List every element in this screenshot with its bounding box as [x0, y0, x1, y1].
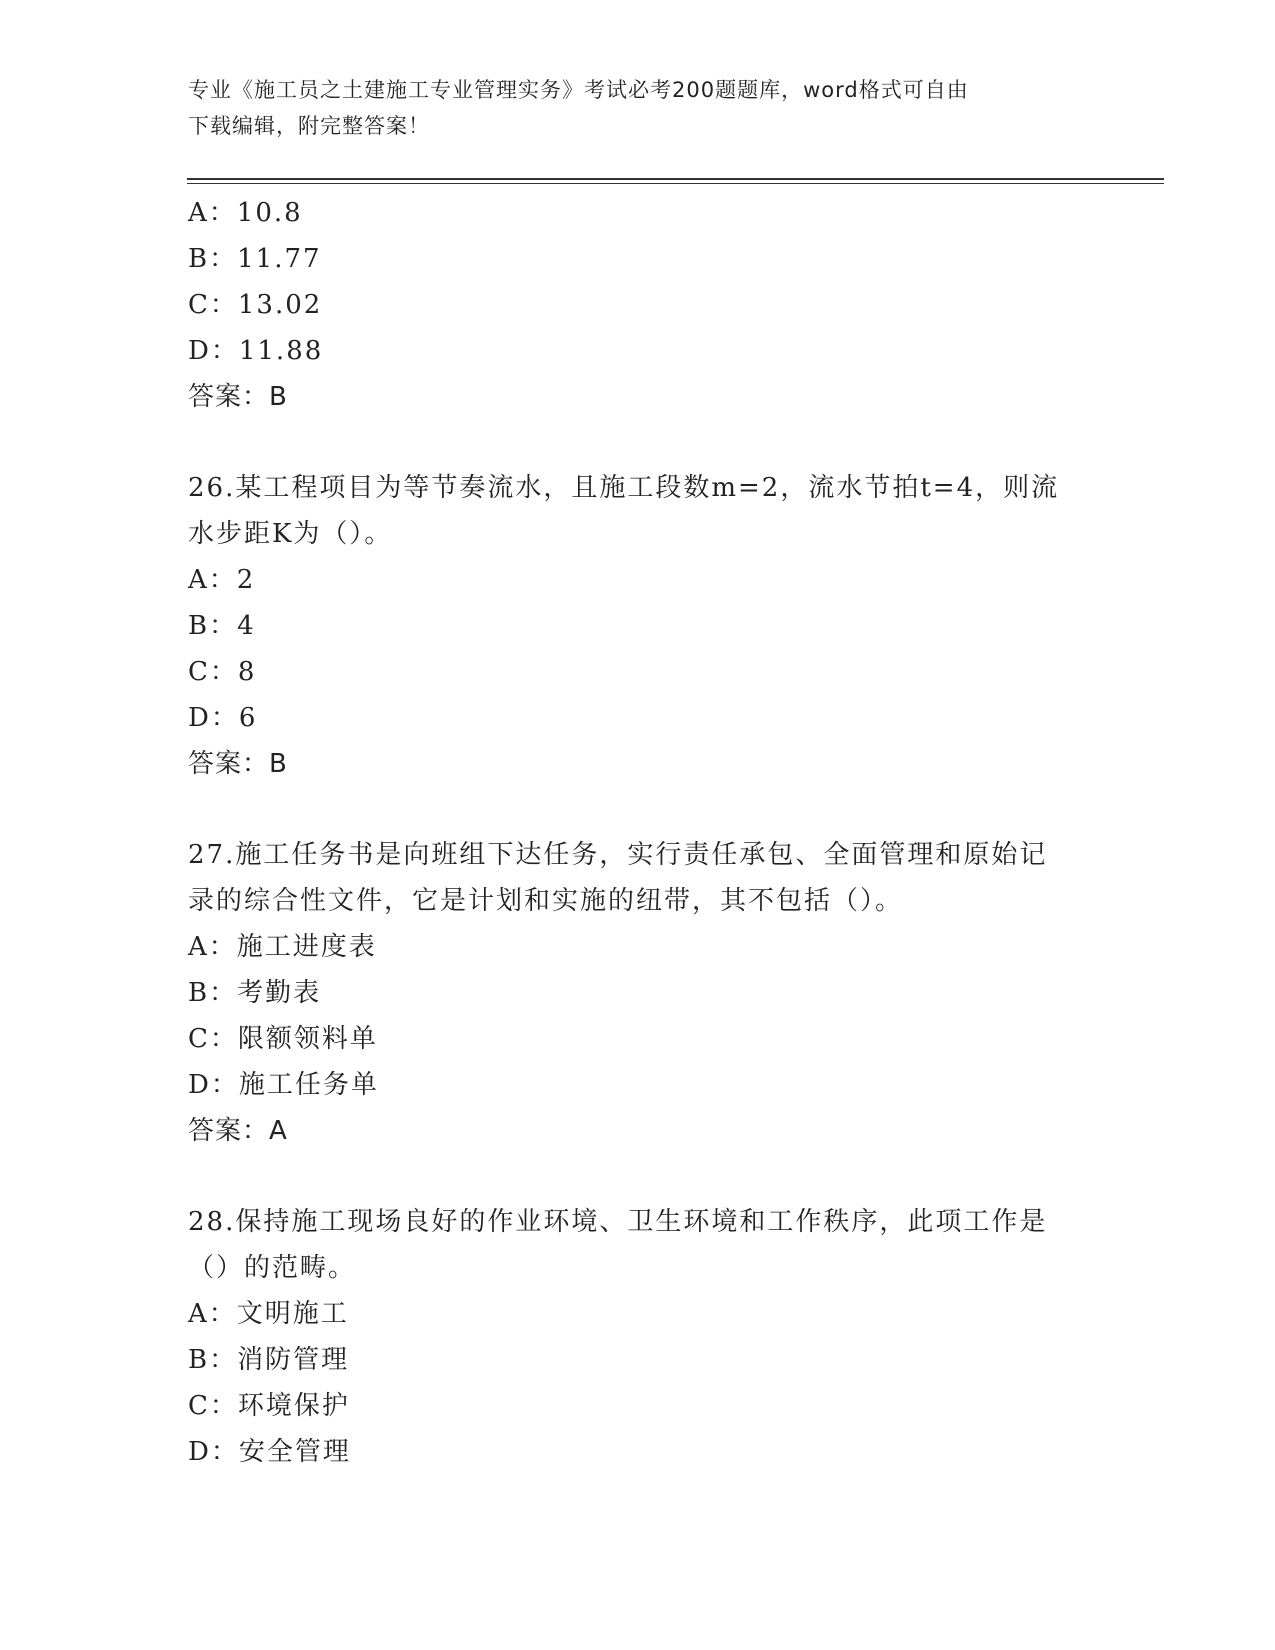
question-26 [188, 465, 1108, 787]
option-a: A：文明施工 [188, 1299, 349, 1329]
option-d: D：11.88 [188, 336, 324, 366]
option-a: A：10.8 [188, 198, 303, 228]
option-a: A：施工进度表 [188, 932, 377, 962]
option-b: B：4 [188, 611, 256, 641]
answer: 答案：A [188, 1116, 288, 1146]
option-d: D：施工任务单 [188, 1070, 379, 1100]
question-list [188, 190, 1108, 1475]
option-b: B：考勤表 [188, 978, 322, 1008]
answer: 答案：B [188, 749, 288, 779]
header-title-line-2: 下载编辑，附完整答案！ [188, 114, 430, 138]
option-c: C：环境保护 [188, 1391, 350, 1421]
question-stem-line-2: 录的综合性文件，它是计划和实施的纽带，其不包括（）。 [188, 886, 904, 916]
option-b: B：消防管理 [188, 1345, 350, 1375]
answer: 答案：B [188, 382, 288, 412]
question-stem-line-1: 27.施工任务书是向班组下达任务，实行责任承包、全面管理和原始记 [188, 840, 1048, 870]
question-27 [188, 832, 1108, 1154]
question-stem-line-1: 26.某工程项目为等节奏流水，且施工段数m=2，流水节拍t=4，则流 [188, 473, 1060, 503]
question-stem-line-2: （）的范畴。 [188, 1253, 357, 1283]
question-stem-line-1: 28.保持施工现场良好的作业环境、卫生环境和工作秩序，此项工作是 [188, 1207, 1048, 1237]
question-stem-line-2: 水步距K为（）。 [188, 519, 393, 549]
option-d: D：6 [188, 703, 258, 733]
document-header [188, 72, 1068, 144]
question-25-continued [188, 190, 1108, 420]
question-28 [188, 1199, 1108, 1475]
option-c: C：8 [188, 657, 257, 687]
option-c: C：限额领料单 [188, 1024, 378, 1054]
header-divider-top [187, 178, 1164, 180]
header-title-line-1: 专业《施工员之土建施工专业管理实务》考试必考200题题库，word格式可自由 [188, 78, 969, 102]
option-a: A：2 [188, 565, 256, 595]
option-c: C：13.02 [188, 290, 323, 320]
option-d: D：安全管理 [188, 1437, 351, 1467]
header-divider-bottom [187, 183, 1164, 184]
option-b: B：11.77 [188, 244, 322, 274]
